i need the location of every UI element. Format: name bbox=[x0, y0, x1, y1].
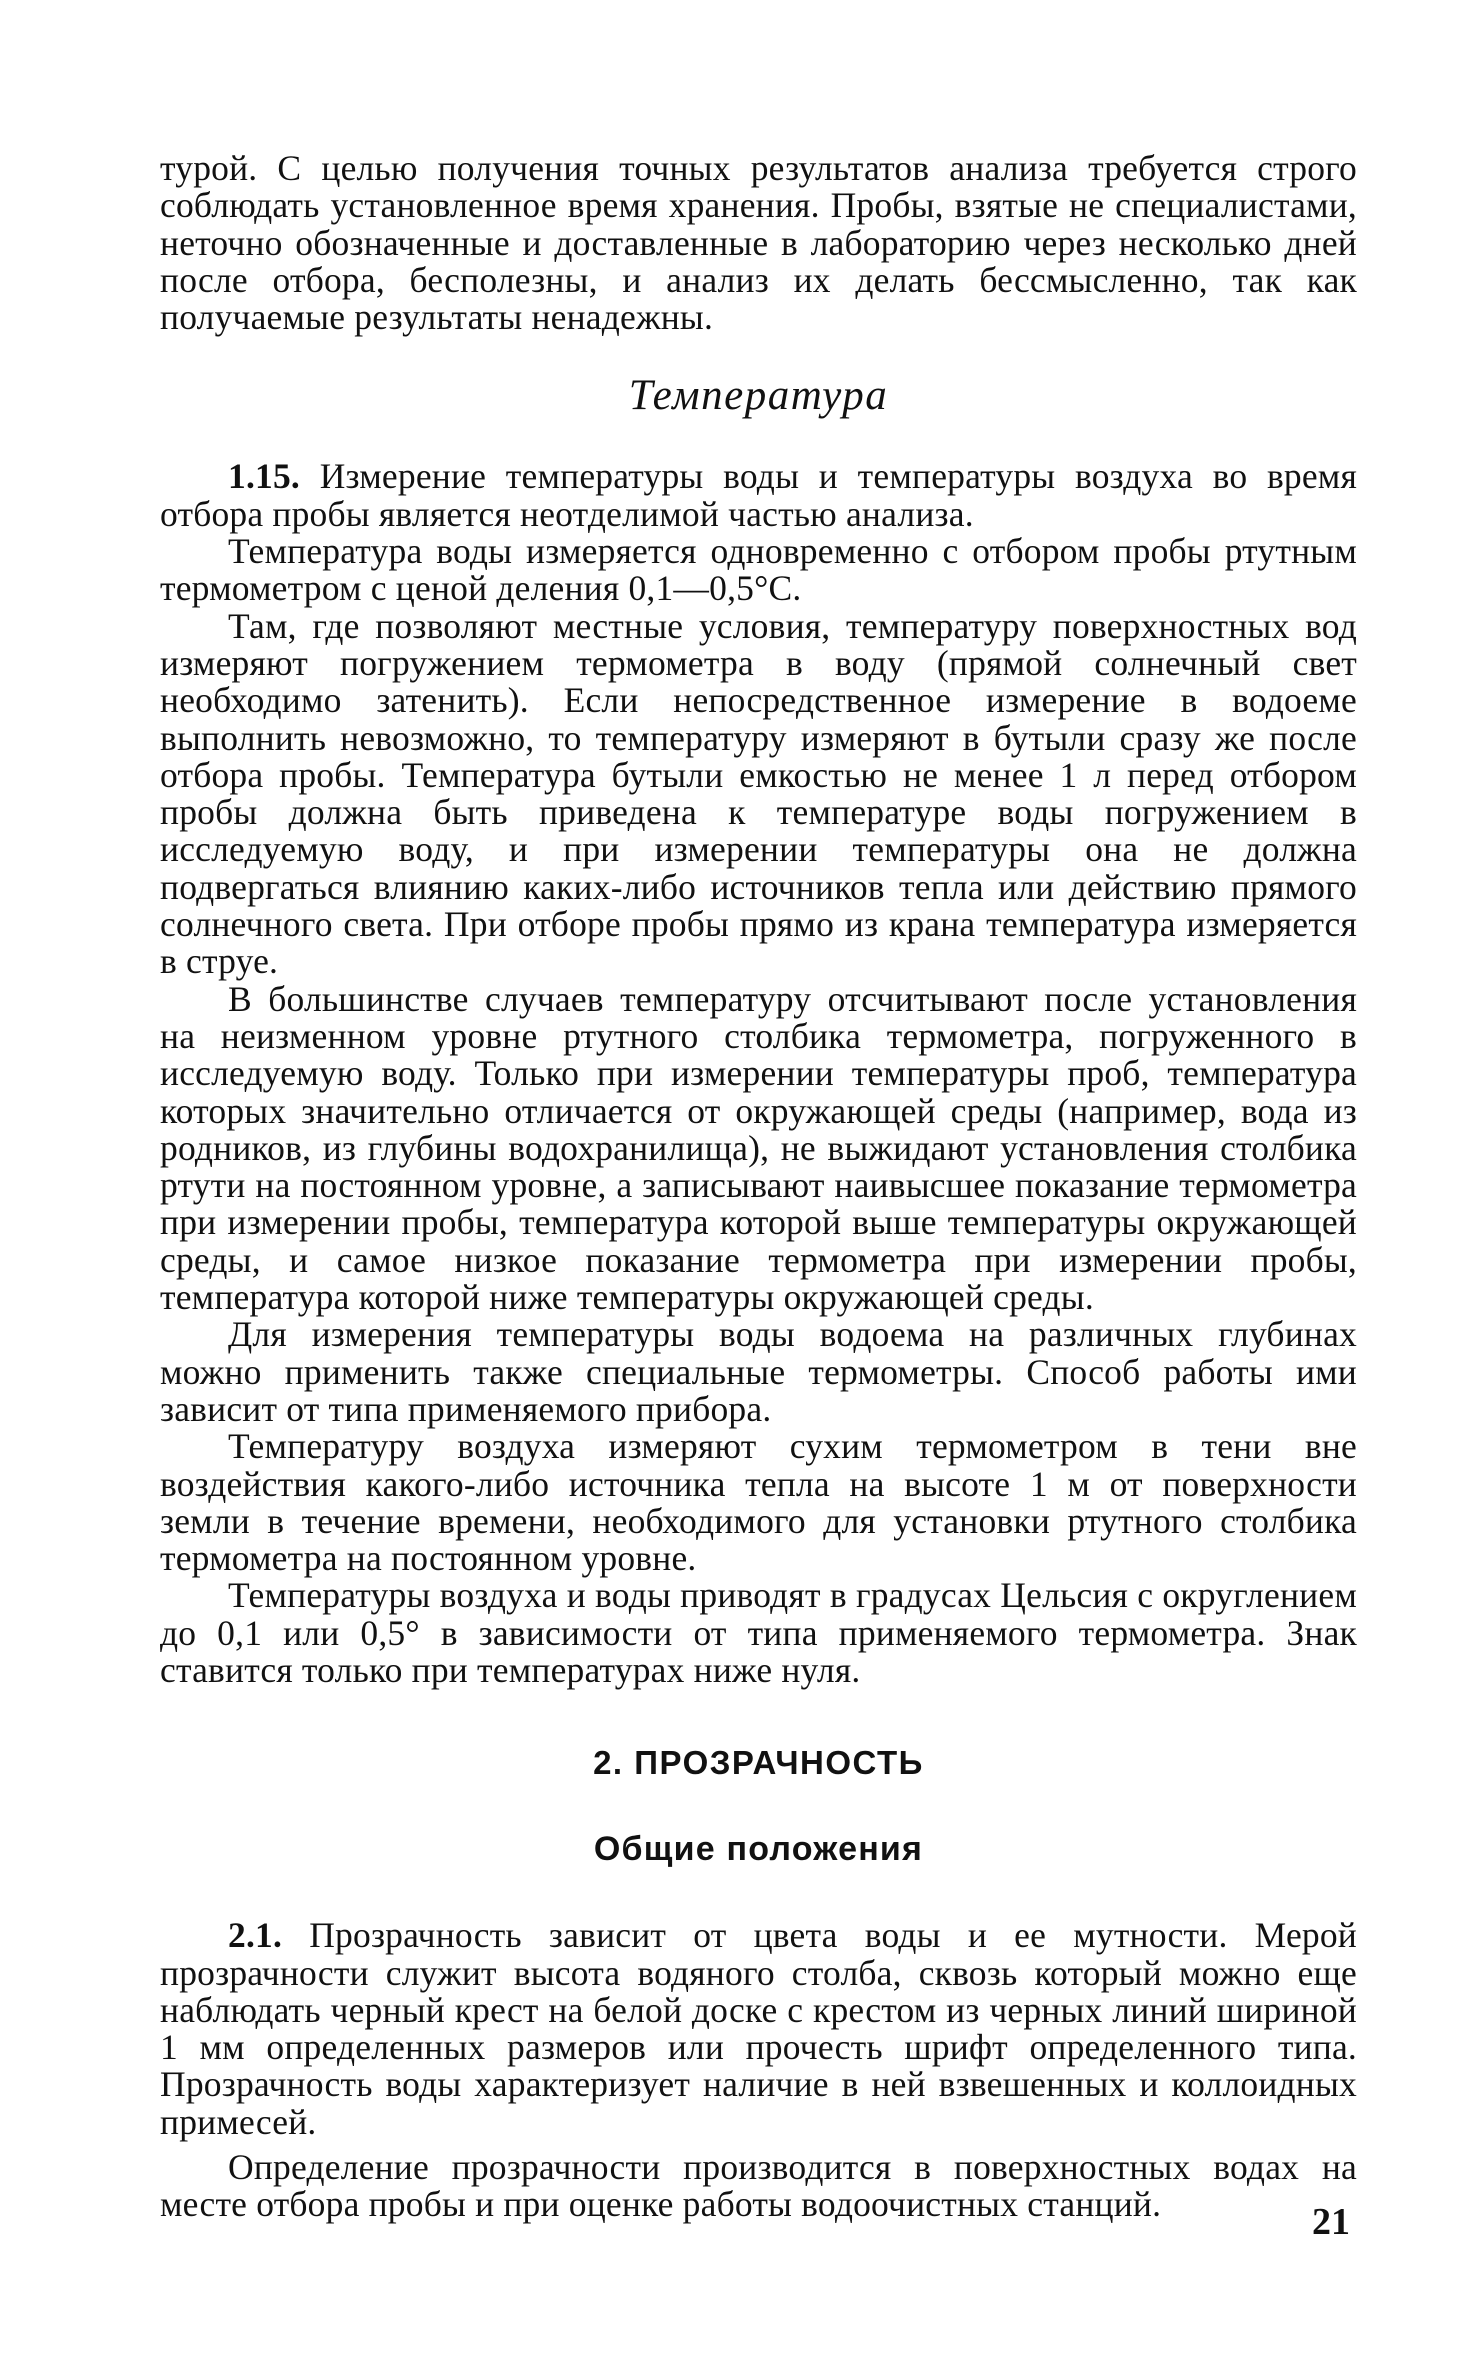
paragraph-2-1 bbox=[160, 1917, 1357, 2141]
chapter-title-transparency: 2. ПРОЗРАЧНОСТЬ bbox=[593, 1744, 924, 1782]
paragraph-temperature-2: Температура воды измеряется одновременно с отбором пробы ртутным термометром с ценой деления 0,1—0,5°С. bbox=[160, 531, 1357, 609]
page-number: 21 bbox=[1312, 2201, 1350, 2243]
item-number-2-1: 2.1. bbox=[228, 1915, 283, 1956]
item-number-1-15: 1.15. bbox=[228, 456, 300, 497]
paragraph-temperature-6: Температуру воздуха измеряют сухим термометром в тени вне воздействия какого-либо источника тепла на высоте 1 м от поверхности земли в течение времени, необходимого для установки ртутного столбика термометра на постоянном уровне. bbox=[160, 1426, 1357, 1579]
paragraph-2-1-text: Прозрачность зависит от цвета воды и ее мутности. Мерой прозрачности служит высота водяного столба, сквозь который можно еще наблюдать черный крест на белой доске с крестом из черных линий шириной 1 мм определенных размеров или прочесть шрифт определенного типа. Прозрачность воды характеризует наличие в ней взвешенных и коллоидных примесей. bbox=[160, 1915, 1357, 2142]
page-content bbox=[160, 150, 1357, 2224]
paragraph-temperature-4: В большинстве случаев температуру отсчитывают после установления на неизменном уровне ртутного столбика термометра, погруженного в исследуемую воду. Только при измерении температуры проб, температура которых значительно отличается от окружающей среды (например, вода из родников, из глубины водохранилища), не выжидают установления столбика ртути на постоянном уровне, а записывают наивысшее показание термометра при измерении пробы, температура которой выше температуры окружающей среды, и самое низкое показание термометра при измерении пробы, температура которой ниже температуры окружающей среды. bbox=[160, 978, 1357, 1318]
paragraph-temperature-3: Там, где позволяют местные условия, температуру поверхностных вод измеряют погружением термометра в воду (прямой солнечный свет необходимо затенить). Если непосредственное измерение в водоеме выполнить невозможно, то температуру измеряют в бутыли сразу же после отбора пробы. Температура бутыли емкостью не менее 1 л перед отбором пробы должна быть приведена к температуре воды погружением в исследуемую воду, и при измерении температуры она не должна подвергаться влиянию каких-либо источников тепла или действию прямого солнечного света. При отборе пробы прямо из крана температура измеряется в струе. bbox=[160, 605, 1357, 982]
paragraph-temperature-5: Для измерения температуры воды водоема на различных глубинах можно применить также специальные термометры. Способ работы ими зависит от типа применяемого прибора. bbox=[160, 1314, 1357, 1429]
paragraph-1-15 bbox=[160, 458, 1357, 533]
section-title-temperature: Температура bbox=[628, 372, 889, 420]
paragraph-1-15-text: Измерение температуры воды и температуры воздуха во время отбора пробы является неотделимой частью анализа. bbox=[160, 456, 1358, 534]
subsection-title-general: Общие положения bbox=[593, 1830, 924, 1869]
paragraph-transparency-2: Определение прозрачности производится в поверхностных водах на месте отбора пробы и при оценке работы водоочистных станций. bbox=[160, 2147, 1357, 2225]
intro-paragraph: турой. С целью получения точных результатов анализа требуется строго соблюдать установленное время хранения. Пробы, взятые не специалистами, неточно обозначенные и доставленные в лабораторию через несколько дней после отбора, бесполезны, и анализ их делать бессмысленно, так как получаемые результаты ненадежны. bbox=[160, 148, 1357, 338]
paragraph-temperature-7: Температуры воздуха и воды приводят в градусах Цельсия с округлением до 0,1 или 0,5° в зависимости от типа применяемого термометра. Знак ставится только при температурах ниже нуля. bbox=[160, 1575, 1357, 1690]
